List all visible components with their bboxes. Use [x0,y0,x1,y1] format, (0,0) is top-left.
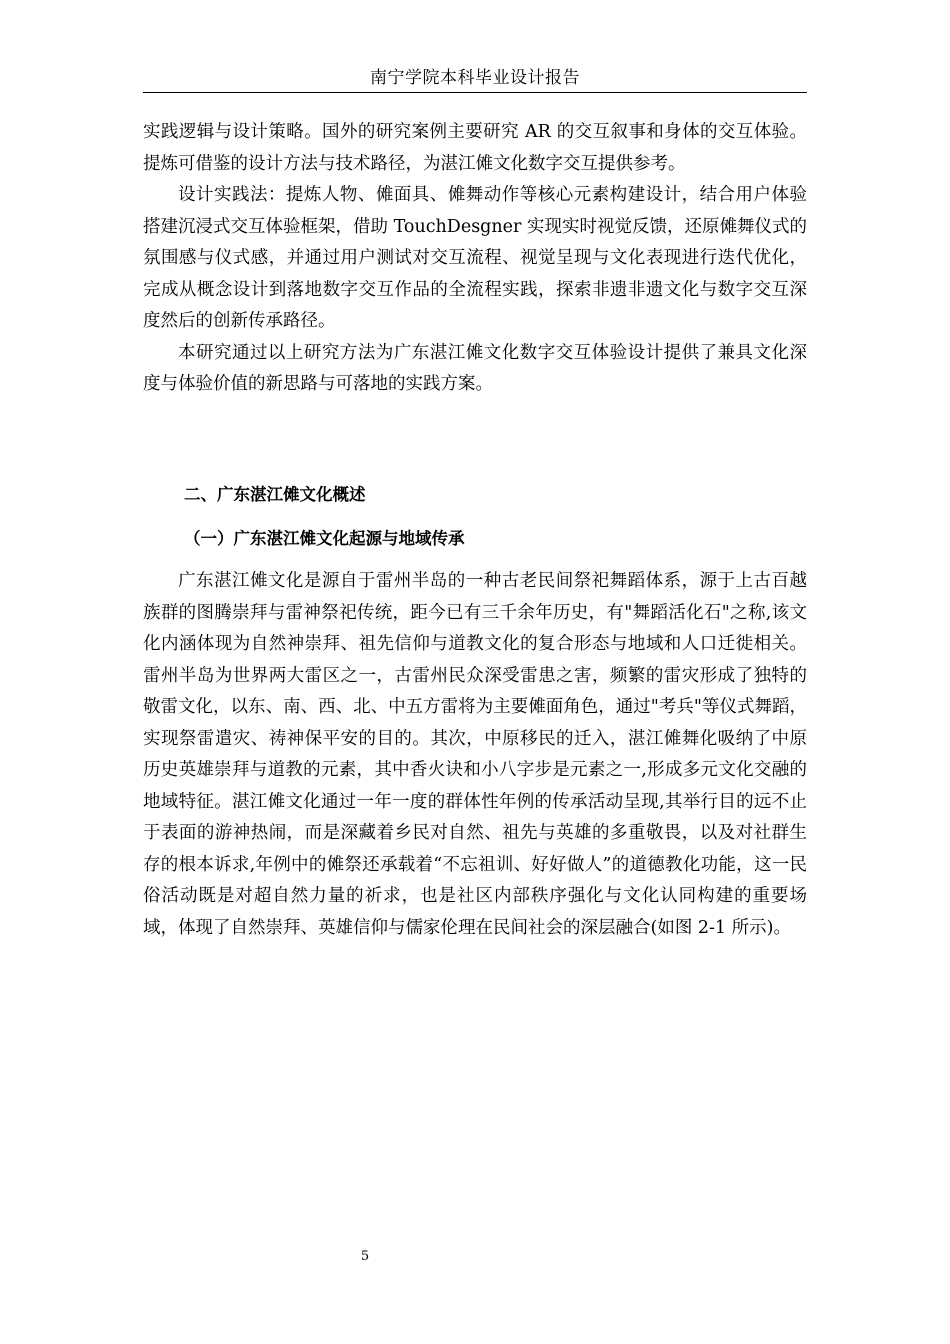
page-number: 5 [360,1249,370,1264]
section-heading: 二、广东湛江傩文化概述 [184,485,366,504]
subsection-heading: （一）广东湛江傩文化起源与地域传承 [184,529,465,548]
paragraph: 广东湛江傩文化是源自于雷州半岛的一种古老民间祭祀舞蹈体系，源于上古百越族群的图腾崇拜与雷神祭祀传统，距今已有三千余年历史，有"舞蹈活化石"之称,该文化内涵体现为自然神崇拜、祖先信仰与道教文化的复合形态与地域和人口迁徙相关。雷州半岛为世界两大雷区之一，古雷州民众深受雷患之害，频繁的雷灾形成了独特的敬雷文化，以东、南、西、北、中五方雷将为主要傩面角色，通过"考兵"等仪式舞蹈，实现祭雷遣灾、祷神保平安的目的。其次，中原移民的迁入，湛江傩舞化吸纳了中原历史英雄崇拜与道教的元素，其中香火诀和小八字步是元素之一,形成多元文化交融的地域特征。湛江傩文化通过一年一度的群体性年例的传承活动呈现,其举行目的远不止于表面的游神热闹，而是深藏着乡民对自然、祖先与英雄的多重敬畏，以及对社群生存的根本诉求,年例中的傩祭还承载着“不忘祖训、好好做人”的道德教化功能，这一民俗活动既是对超自然力量的祈求，也是社区内部秩序强化与文化认同构建的重要场域，体现了自然崇拜、英雄信仰与儒家伦理在民间社会的深层融合(如图 2-1 所示)。 [143,571,807,938]
body-text-bottom [143,566,807,944]
header-rule [143,92,807,93]
page-header-title: 南宁学院本科毕业设计报告 [370,68,580,88]
paragraph: 本研究通过以上研究方法为广东湛江傩文化数字交互体验设计提供了兼具文化深度与体验价值的新思路与可落地的实践方案。 [143,342,807,394]
body-text-top [143,117,807,401]
paragraph: 实践逻辑与设计策略。国外的研究案例主要研究 AR 的交互叙事和身体的交互体验。提炼可借鉴的设计方法与技术路径，为湛江傩文化数字交互提供参考。 [143,122,807,174]
paragraph: 设计实践法：提炼人物、傩面具、傩舞动作等核心元素构建设计，结合用户体验搭建沉浸式交互体验框架，借助 TouchDesgner 实现实时视觉反馈，还原傩舞仪式的氛围感与仪式感，并通过用户测试对交互流程、视觉呈现与文化表现进行迭代优化，完成从概念设计到落地数字交互作品的全流程实践，探索非遗非遗文化与数字交互深度然后的创新传承路径。 [143,185,807,331]
